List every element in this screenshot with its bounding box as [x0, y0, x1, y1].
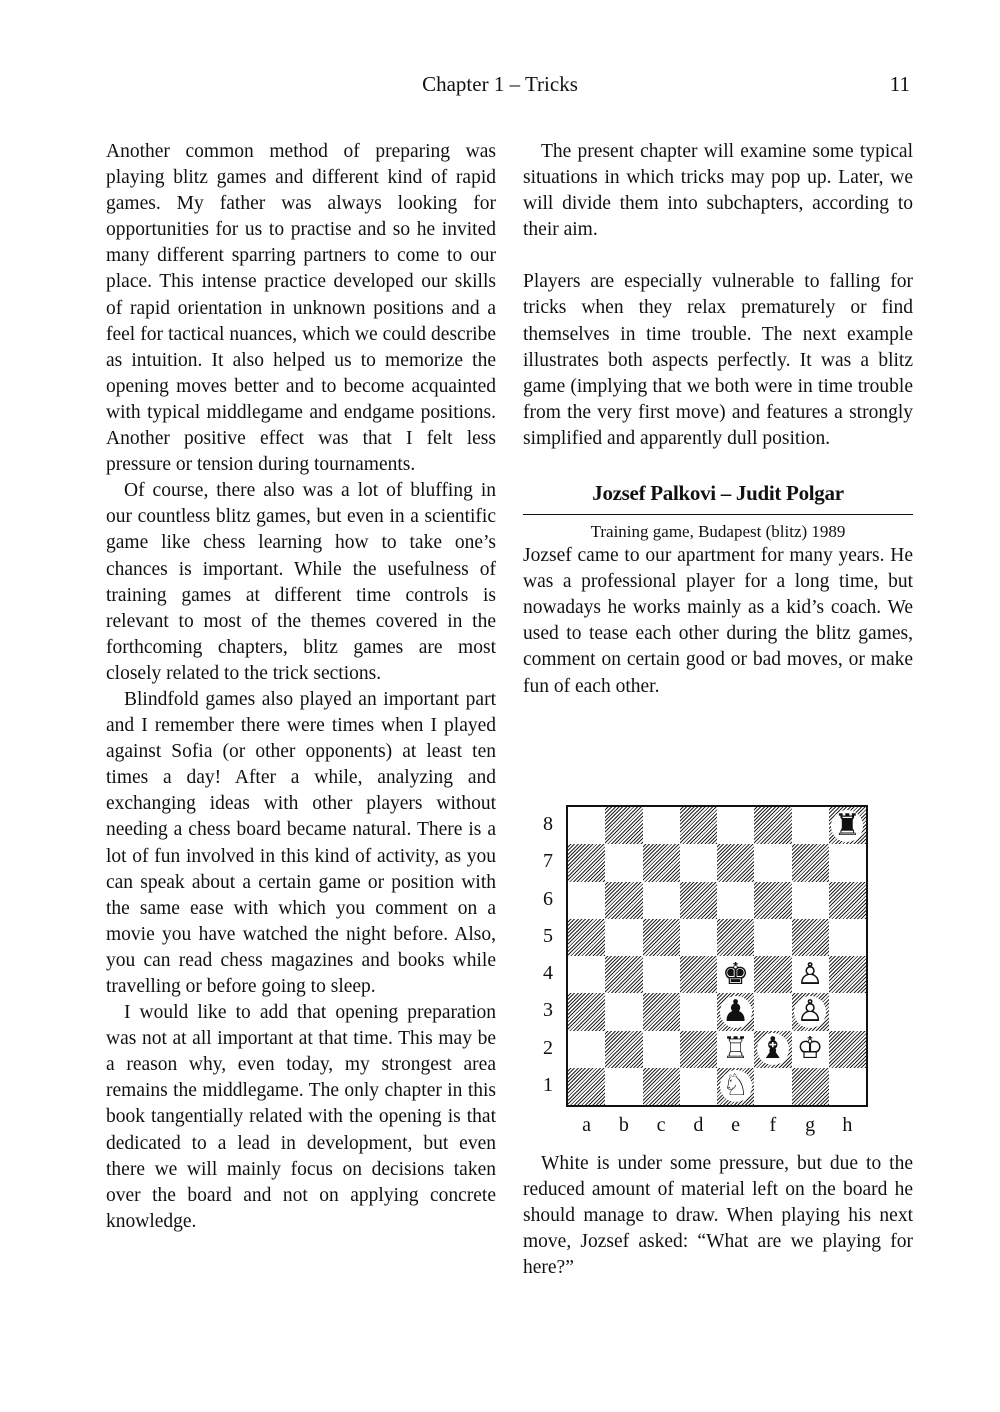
white-pawn-icon [792, 993, 829, 1030]
square-d2 [680, 1031, 717, 1068]
square-g8 [792, 807, 829, 844]
black-bishop-icon [754, 1031, 791, 1068]
piece-glyph: ♚ [720, 959, 752, 991]
rank-label: 2 [543, 1036, 553, 1059]
file-label: g [805, 1114, 816, 1136]
square-h4 [829, 956, 866, 993]
rank-label: 1 [543, 1073, 553, 1096]
square-f8 [754, 807, 791, 844]
file-label: c [656, 1114, 666, 1136]
rank-label: 5 [543, 924, 553, 947]
square-a8 [568, 807, 605, 844]
piece-glyph: ♙ [794, 959, 826, 991]
black-king-icon [717, 956, 754, 993]
left-paragraph-4: I would like to add that opening preparation was not at all important at that time. This may be a reason why, even today, my strongest area remains the middlegame. The only chapter in this book tangentially related with the opening is that dedicated to a lead in development, but even there we will mainly focus on decisions taken over the board and not on applying concrete knowledge. [106, 1002, 496, 1232]
right-paragraph-4: White is under some pressure, but due to the reduced amount of material left on the board he should manage to draw. When playing his next move, Jozsef asked: “What are we playing for here?” [523, 1153, 913, 1279]
square-c4 [643, 956, 680, 993]
square-a2 [568, 1031, 605, 1068]
right-paragraph-2: Players are especially vulnerable to falling for tricks when they relax prematurely or find themselves in time trouble. The next example illustrates both aspects perfectly. It was a blitz game (implying that we both were in time trouble from the very first move) and features a strongly simplified and apparently dull position. [523, 271, 913, 449]
square-b2 [605, 1031, 642, 1068]
square-f5 [754, 919, 791, 956]
file-label: d [693, 1114, 704, 1136]
square-a6 [568, 882, 605, 919]
square-d6 [680, 882, 717, 919]
square-g5 [792, 919, 829, 956]
square-f6 [754, 882, 791, 919]
right-paragraph-3: Jozsef came to our apartment for many years. He was a professional player for a long time, but nowadays he works mainly as a kid’s coach. We used to tease each other during the blitz games, comment on certain good or bad moves, or make fun of each other. [523, 545, 913, 697]
square-c8 [643, 807, 680, 844]
rank-label: 4 [543, 962, 553, 984]
white-king-icon [792, 1031, 829, 1068]
right-column [523, 139, 913, 700]
white-knight-icon [717, 1068, 754, 1105]
square-d1 [680, 1068, 717, 1105]
left-paragraph-1: Another common method of preparing was playing blitz games and different kind of rapid games. My father was always looking for opportunities for us to practise and so he invited many different sparring partners to come to our place. This intense practice developed our skills of rapid orientation in unknown positions and a feel for tactical nuances, which we could describe as intuition. It also helped us to memorize the opening moves better and to become acquainted with typical middlegame and endgame positions. Another positive effect was that I felt less pressure or tension during tournaments. [106, 141, 496, 476]
left-paragraph-3: Blindfold games also played an important part and I remember there were times when I played against Sofia (or other opponents) at least ten times a day! After a while, analyzing and exchanging ideas with other players without needing a chess board became natural. There is a lot of fun involved in this kind of activity, as you can speak about a certain game or position with the same ease with which you comment on a movie you have watched the night before. Also, you can read chess magazines and books while travelling or before going to sleep. [106, 688, 496, 997]
square-c3 [643, 993, 680, 1030]
right-column-lower [523, 1151, 913, 1281]
square-d7 [680, 844, 717, 881]
square-b1 [605, 1068, 642, 1105]
piece-glyph: ♝ [757, 1033, 789, 1065]
piece-glyph: ♖ [720, 1033, 752, 1065]
square-c5 [643, 919, 680, 956]
file-label: a [582, 1114, 592, 1136]
square-h1 [829, 1068, 866, 1105]
square-d8 [680, 807, 717, 844]
square-g6 [792, 882, 829, 919]
square-h7 [829, 844, 866, 881]
page-number: 11 [889, 72, 910, 96]
game-event: Training game, Budapest (blitz) 1989 [590, 522, 846, 542]
square-e8 [717, 807, 754, 844]
piece-glyph: ♟ [720, 996, 752, 1028]
square-c2 [643, 1031, 680, 1068]
chess-board [566, 805, 868, 1107]
square-b7 [605, 844, 642, 881]
square-f3 [754, 993, 791, 1030]
square-a7 [568, 844, 605, 881]
square-a1 [568, 1068, 605, 1105]
rank-label: 6 [543, 887, 553, 910]
white-pawn-icon [792, 956, 829, 993]
square-b8 [605, 807, 642, 844]
file-label: b [618, 1114, 629, 1136]
square-e5 [717, 919, 754, 956]
square-d5 [680, 919, 717, 956]
piece-glyph: ♘ [720, 1070, 752, 1102]
file-label: h [842, 1114, 853, 1136]
game-title: Jozsef Palkovi – Judit Polgar [592, 481, 844, 506]
rank-label: 3 [543, 999, 553, 1022]
square-a3 [568, 993, 605, 1030]
square-f4 [754, 956, 791, 993]
black-rook-icon [829, 807, 866, 844]
square-g7 [792, 844, 829, 881]
square-c6 [643, 882, 680, 919]
square-h6 [829, 882, 866, 919]
square-h5 [829, 919, 866, 956]
square-e7 [717, 844, 754, 881]
square-a4 [568, 956, 605, 993]
square-f7 [754, 844, 791, 881]
rank-label: 8 [543, 813, 553, 835]
piece-glyph: ♙ [794, 996, 826, 1028]
left-column [106, 139, 496, 1235]
square-e6 [717, 882, 754, 919]
piece-glyph: ♜ [831, 810, 863, 842]
square-d3 [680, 993, 717, 1030]
square-a5 [568, 919, 605, 956]
square-b5 [605, 919, 642, 956]
square-c1 [643, 1068, 680, 1105]
piece-glyph: ♔ [794, 1033, 826, 1065]
square-h3 [829, 993, 866, 1030]
white-rook-icon [717, 1031, 754, 1068]
square-b4 [605, 956, 642, 993]
square-g1 [792, 1068, 829, 1105]
game-title-rule [523, 514, 913, 515]
right-paragraph-1: The present chapter will examine some typical situations in which tricks may pop up. Later, we will divide them into subchapters, according to their aim. [523, 141, 913, 241]
square-b6 [605, 882, 642, 919]
rank-label: 7 [543, 850, 553, 873]
square-f1 [754, 1068, 791, 1105]
black-pawn-icon [717, 993, 754, 1030]
left-paragraph-2: Of course, there also was a lot of bluffing in our countless blitz games, but even in a scientific game like chess learning how to take one’s chances is important. While the usefulness of training games at different time controls is relevant to most of the themes covered in the forthcoming chapters, blitz games are most closely related to the trick sections. [106, 480, 496, 684]
square-b3 [605, 993, 642, 1030]
chess-diagram [528, 805, 873, 1145]
square-d4 [680, 956, 717, 993]
square-h2 [829, 1031, 866, 1068]
file-labels [566, 1114, 868, 1140]
file-label: f [769, 1114, 777, 1136]
running-head: Chapter 1 – Tricks [422, 72, 578, 96]
square-c7 [643, 844, 680, 881]
file-label: e [731, 1114, 741, 1136]
